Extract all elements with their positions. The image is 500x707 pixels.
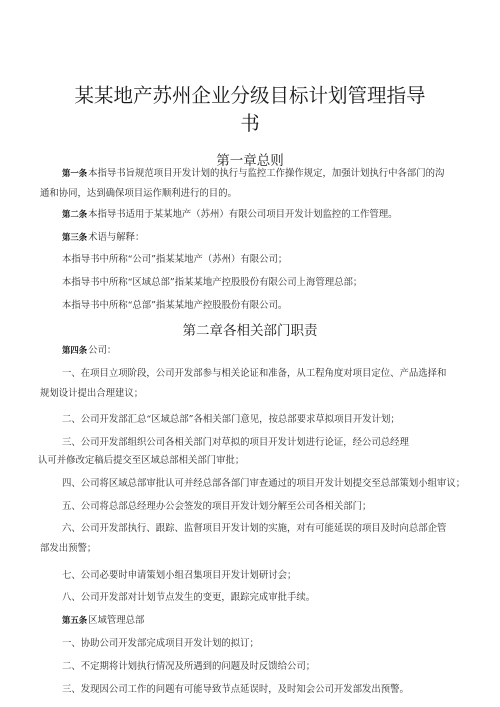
article-4 [62,341,444,361]
document-title [40,82,460,138]
article-5-label: 第五条 [62,615,88,625]
article-4-label: 第四条 [62,345,88,355]
duty-item: 三、发现因公司工作的问题有可能导致节点延误时，及时知会公司开发部发出预警。 [62,684,409,695]
article-1-text: 本指导书旨规范项目开发计划的执行与监控工作操作规定，加强计划执行中各部门的沟通和协同，达到确保项目运作顺利进行的目的。 [40,168,445,199]
chapter-2-heading: 第二章各相关部门职责 [182,323,318,339]
article-4-text: 公司： [88,345,117,356]
definition-item: 本指导书中所称“总部”指某某地产控股股份有限公司。 [62,300,288,311]
duty-item: 二、不定期将计划执行情况及所遇到的问题及时反馈给公司； [62,661,316,672]
duty-item: 七、公司必要时申请策划小组召集项目开发计划研讨会； [62,570,297,581]
duty-item: 四、公司将区域总部审批认可并经总部各部门审查通过的项目开发计划提交至总部策划小组审议； [62,478,466,489]
duty-item: 一、在项目立项阶段，公司开发部参与相关论证和准备，从工程角度对项目定位、产品选择和规划设计提出合理建议； [40,368,447,399]
article-3-label: 第三条 [62,232,88,242]
article-2-text: 本指导书适用于某某地产（苏州）有限公司项目开发计划监控的工作管理。 [88,209,398,220]
article-3 [62,228,444,248]
article-5 [62,611,444,631]
duty-item: 八、公司开发部对计划节点发生的变更，跟踪完成审批手续。 [62,592,316,603]
definition-item: 本指导书中所称“公司”指某某地产（苏州）有限公司； [62,254,288,265]
title-line-1: 某某地产苏州企业分级目标计划管理指导 [74,84,426,107]
duty-item-continuation: 认可并修改定稿后提交至区域总部相关部门审批； [38,455,245,466]
article-2 [62,205,444,225]
title-line-2: 书 [240,112,260,135]
article-3-text: 术语与解释： [88,232,145,243]
article-1-label: 第一条 [62,168,88,178]
article-1 [40,164,450,203]
article-5-text: 区域管理总部 [88,615,145,626]
duty-item: 二、公司开发部汇总“区域总部”各相关部门意见，按总部要求草拟项目开发计划； [62,414,400,425]
duty-item: 五、公司将总部总经理办公会签发的项目开发计划分解至公司各相关部门； [62,501,372,512]
duty-item: 六、公司开发部执行、跟踪、监督项目开发计划的实施，对有可能延误的项目及时向总部企管部发出预警； [40,523,447,554]
chapter-1-heading: 第一章总则 [216,153,284,169]
duty-item: 一、协助公司开发部完成项目开发计划的拟订； [62,638,259,649]
definition-item: 本指导书中所称“区域总部”指某某地产控股股份有限公司上海管理总部； [62,277,363,288]
article-2-label: 第二条 [62,209,88,219]
duty-item: 三、公司开发部组织公司各相关部门对草拟的项目开发计划进行论证，经公司总经理 [62,437,409,448]
